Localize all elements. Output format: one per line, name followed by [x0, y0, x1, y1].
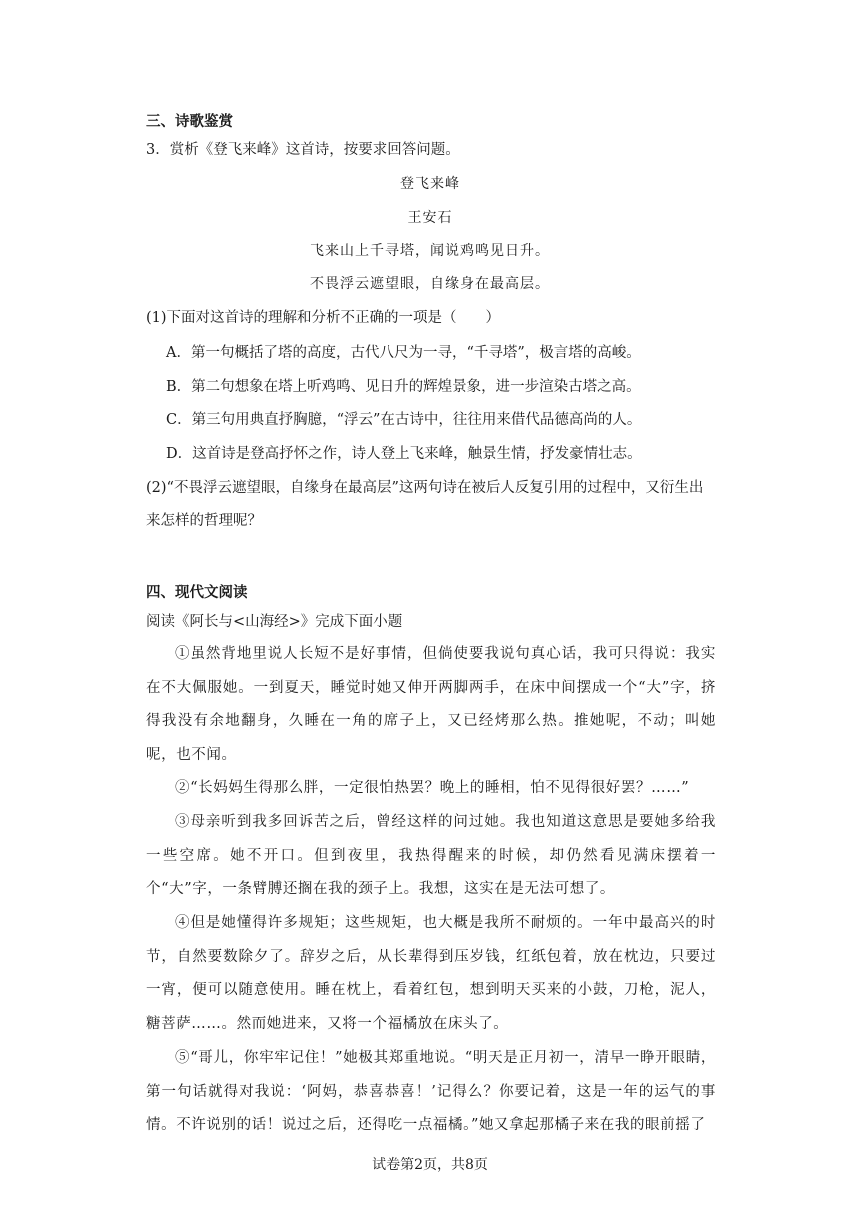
option-a: A．第一句概括了塔的高度，古代八尺为一寻，“千寻塔”，极言塔的高峻。: [166, 345, 641, 361]
question-3: 3．赏析《登飞来峰》这首诗，按要求回答问题。: [146, 142, 460, 158]
option-b: B．第二句想象在塔上听鸡鸣、见日升的辉煌景象，进一步渲染古塔之高。: [166, 379, 641, 395]
option-c: C．第三句用典直抒胸臆，“浮云”在古诗中，往往用来借代品德高尚的人。: [166, 412, 642, 428]
paragraph-2: ②“长妈妈生得那么胖，一定很怕热罢？晚上的睡相，怕不见得很好罢？……”: [175, 780, 690, 796]
sub-question-1: (1)下面对这首诗的理解和分析不正确的一项是（ ）: [146, 310, 501, 326]
poem-author: 王安石: [407, 210, 453, 226]
option-d: D．这首诗是登高抒怀之作，诗人登上飞来峰，触景生情，抒发豪情壮志。: [166, 446, 642, 462]
paragraph-5: ⑤“哥儿，你牢牢记住！”她极其郑重地说。“明天是正月初一，清早一睁开眼睛，第一句话就得对我说：‘阿妈，恭喜恭喜！’记得么？你要记着，这是一年的运气的事情。不许说别的话！说过之后，还得吃一点福橘。”她又拿起那橘子来在我的眼前摇了: [146, 1050, 716, 1134]
poem-line-2: 不畏浮云遮望眼，自缘身在最高层。: [310, 276, 550, 292]
sub-question-2: (2)“不畏浮云遮望眼，自缘身在最高层”这两句诗在被后人反复引用的过程中，又衍生出: [146, 480, 704, 496]
poem-line-1: 飞来山上千寻塔，闻说鸡鸣见日升。: [310, 243, 550, 259]
paragraph-4: ④但是她懂得许多规矩；这些规矩，也大概是我所不耐烦的。一年中最高兴的时节，自然要数除夕了。辞岁之后，从长辈得到压岁钱，红纸包着，放在枕边，只要过一宵，便可以随意使用。睡在枕上，看着红包，想到明天买来的小鼓，刀枪，泥人，糖菩萨……。然而她进来，又将一个福橘放在床头了。: [146, 915, 716, 1032]
paragraph-3: ③母亲听到我多回诉苦之后，曾经这样的问过她。我也知道这意思是要她多给我一些空席。她不开口。但到夜里，我热得醒来的时候，却仍然看见满床摆着一个“大”字，一条臂膊还搁在我的颈子上。我想，这实在是无法可想了。: [146, 814, 716, 898]
section-heading-poetry: 三、诗歌鉴赏: [146, 114, 233, 130]
sub-question-2-cont: 来怎样的哲理呢？: [146, 513, 262, 529]
poem-title: 登飞来峰: [400, 176, 460, 192]
section-heading-reading: 四、现代文阅读: [146, 585, 248, 601]
page-footer: 试卷第2页，共8页: [372, 1157, 488, 1173]
reading-instruction: 阅读《阿长与<山海经>》完成下面小题: [146, 614, 403, 630]
paragraph-1: ①虽然背地里说人长短不是好事情，但倘使要我说句真心话，我可只得说：我实在不大佩服她。一到夏天，睡觉时她又伸开两脚两手，在床中间摆成一个“大”字，挤得我没有余地翻身，久睡在一角的席子上，又已经烤那么热。推她呢，不动；叫她呢，也不闻。: [146, 646, 716, 763]
